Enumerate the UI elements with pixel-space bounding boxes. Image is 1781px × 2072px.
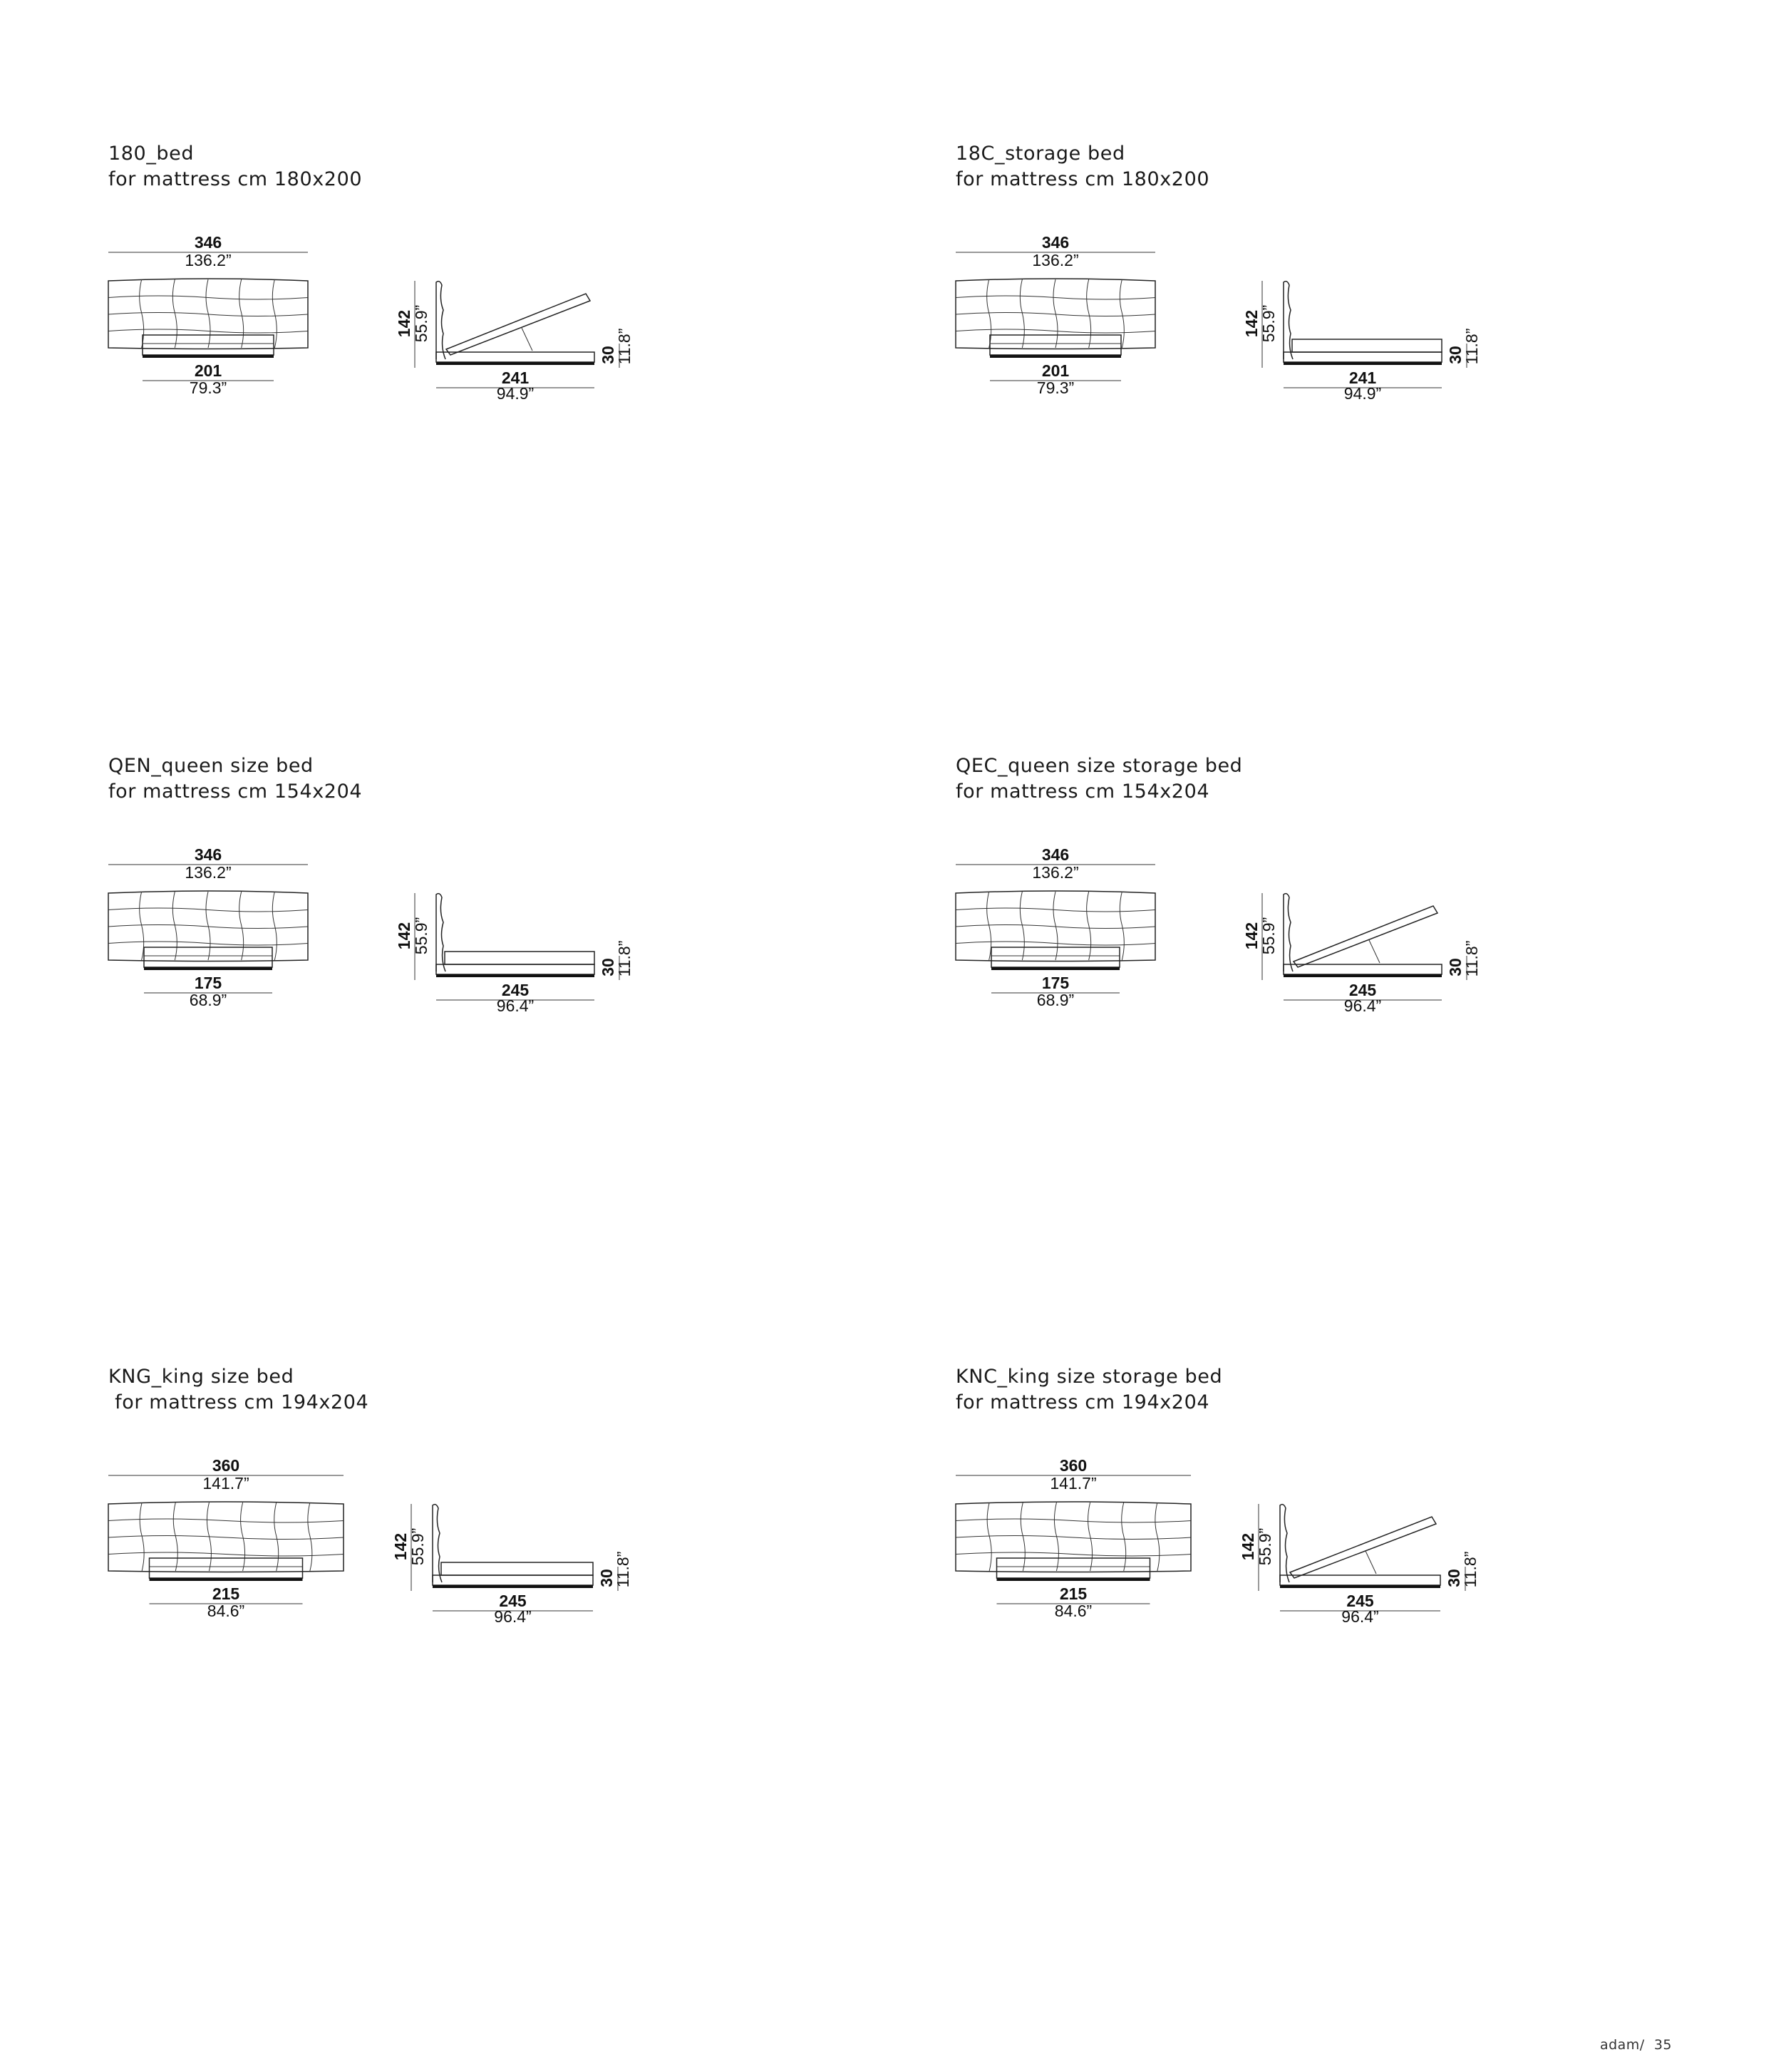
model-title: 180_bed xyxy=(108,143,195,165)
side-height-in: 55.9” xyxy=(412,917,430,955)
side-base-height-in: 11.8” xyxy=(1462,940,1481,977)
page-footer xyxy=(1600,2037,1672,2053)
front-view-drawing xyxy=(956,234,1241,419)
side-view-drawing xyxy=(1242,281,1522,466)
page-number: 35 xyxy=(1653,2037,1672,2053)
mattress-size: for mattress cm 194x204 xyxy=(108,1391,369,1413)
side-length-cm: 245 xyxy=(499,1592,527,1610)
side-base-height-in: 11.8” xyxy=(615,940,634,977)
side-length-cm: 241 xyxy=(1348,368,1377,387)
bed-base-front xyxy=(150,1558,303,1581)
side-length-in: 96.4” xyxy=(494,1607,532,1626)
headboard-front xyxy=(956,279,1155,349)
front-width-cm: 360 xyxy=(1059,1456,1088,1475)
side-base-height-in: 11.8” xyxy=(615,328,634,365)
side-length-in: 96.4” xyxy=(1343,996,1382,1015)
front-width-cm: 360 xyxy=(212,1456,240,1475)
bed-model-panel xyxy=(956,1364,1740,1735)
front-width-cm: 346 xyxy=(1041,845,1070,864)
model-heading xyxy=(108,141,362,192)
front-width-in: 141.7” xyxy=(202,1474,249,1493)
side-base-height-cm: 30 xyxy=(1446,346,1465,364)
front-width-in: 136.2” xyxy=(185,863,232,882)
side-height-cm: 142 xyxy=(1239,1532,1257,1561)
side-base-height-in: 11.8” xyxy=(1461,1551,1480,1588)
front-base-in: 79.3” xyxy=(189,378,227,397)
side-height-cm: 142 xyxy=(395,309,413,338)
side-base-height-cm: 30 xyxy=(599,958,617,976)
front-view-drawing xyxy=(956,846,1241,1031)
front-base-in: 68.9” xyxy=(189,991,227,1009)
model-title: QEC_queen size storage bed xyxy=(956,755,1243,777)
side-length-in: 94.9” xyxy=(496,384,535,403)
front-width-in: 136.2” xyxy=(185,251,232,269)
front-view-drawing xyxy=(108,1457,393,1642)
side-height-in: 55.9” xyxy=(1259,304,1278,343)
bed-model-panel xyxy=(108,753,892,1124)
front-base-cm: 201 xyxy=(194,361,222,380)
side-height-in: 55.9” xyxy=(412,304,430,343)
bed-model-panel xyxy=(108,141,892,512)
side-view-drawing xyxy=(395,893,675,1078)
front-base-in: 68.9” xyxy=(1036,991,1075,1009)
front-base-in: 84.6” xyxy=(207,1602,245,1620)
headboard-front xyxy=(108,891,308,962)
front-view-drawing xyxy=(108,234,393,419)
side-height-in: 55.9” xyxy=(1259,917,1278,955)
side-length-cm: 241 xyxy=(501,368,530,387)
bed-side-profile xyxy=(436,894,594,977)
model-title: KNG_king size bed xyxy=(108,1366,294,1388)
front-base-cm: 175 xyxy=(1041,974,1070,992)
side-view-drawing xyxy=(391,1504,671,1689)
side-length-cm: 245 xyxy=(1346,1592,1374,1610)
footer-brand: adam/ xyxy=(1599,2037,1645,2053)
front-width-cm: 346 xyxy=(1041,233,1070,252)
side-height-in: 55.9” xyxy=(408,1527,427,1566)
mattress-size: for mattress cm 194x204 xyxy=(956,1391,1210,1413)
side-length-in: 96.4” xyxy=(1341,1607,1379,1626)
side-base-height-cm: 30 xyxy=(1446,958,1465,976)
headboard-front xyxy=(956,1502,1191,1572)
bed-model-panel xyxy=(956,141,1740,512)
bed-side-profile xyxy=(1284,282,1442,365)
side-height-in: 55.9” xyxy=(1256,1527,1274,1566)
model-heading xyxy=(956,1364,1222,1416)
front-width-in: 141.7” xyxy=(1050,1474,1097,1493)
side-base-height-in: 11.8” xyxy=(1462,328,1481,365)
bed-model-panel xyxy=(956,753,1740,1124)
side-height-cm: 142 xyxy=(1242,922,1261,950)
front-width-in: 136.2” xyxy=(1032,863,1079,882)
model-title: QEN_queen size bed xyxy=(108,755,314,777)
front-base-in: 84.6” xyxy=(1054,1602,1093,1620)
model-heading xyxy=(108,1364,368,1416)
side-length-in: 94.9” xyxy=(1343,384,1382,403)
bed-side-profile xyxy=(433,1505,593,1588)
bed-side-profile xyxy=(1284,894,1442,977)
headboard-front xyxy=(108,1502,344,1572)
bed-side-profile xyxy=(436,282,594,365)
mattress-size: for mattress cm 180x200 xyxy=(108,168,363,190)
side-length-in: 96.4” xyxy=(496,996,535,1015)
side-base-height-cm: 30 xyxy=(599,346,617,364)
headboard-front xyxy=(108,279,308,349)
front-base-cm: 215 xyxy=(1059,1584,1088,1603)
side-view-drawing xyxy=(1242,893,1522,1078)
front-base-cm: 175 xyxy=(194,974,222,992)
side-length-cm: 245 xyxy=(501,981,530,999)
front-width-cm: 346 xyxy=(194,233,222,252)
model-heading xyxy=(956,141,1209,192)
mattress-size: for mattress cm 180x200 xyxy=(956,168,1210,190)
side-length-cm: 245 xyxy=(1348,981,1377,999)
side-base-height-in: 11.8” xyxy=(614,1551,632,1588)
bed-side-profile xyxy=(1280,1505,1440,1588)
model-title: 18C_storage bed xyxy=(956,143,1125,165)
bed-model-panel xyxy=(108,1364,892,1735)
side-base-height-cm: 30 xyxy=(597,1569,616,1587)
mattress-size: for mattress cm 154x204 xyxy=(956,780,1210,803)
side-view-drawing xyxy=(1239,1504,1519,1689)
side-base-height-cm: 30 xyxy=(1445,1569,1463,1587)
side-height-cm: 142 xyxy=(1242,309,1261,338)
mattress-size: for mattress cm 154x204 xyxy=(108,780,363,803)
front-base-in: 79.3” xyxy=(1036,378,1075,397)
bed-base-front xyxy=(997,1558,1150,1581)
front-base-cm: 201 xyxy=(1041,361,1070,380)
model-heading xyxy=(108,753,362,805)
model-title: KNC_king size storage bed xyxy=(956,1366,1223,1388)
side-height-cm: 142 xyxy=(391,1532,410,1561)
front-width-in: 136.2” xyxy=(1032,251,1079,269)
front-view-drawing xyxy=(956,1457,1241,1642)
side-height-cm: 142 xyxy=(395,922,413,950)
front-base-cm: 215 xyxy=(212,1584,240,1603)
side-view-drawing xyxy=(395,281,675,466)
front-view-drawing xyxy=(108,846,393,1031)
headboard-front xyxy=(956,891,1155,962)
model-heading xyxy=(956,753,1242,805)
front-width-cm: 346 xyxy=(194,845,222,864)
